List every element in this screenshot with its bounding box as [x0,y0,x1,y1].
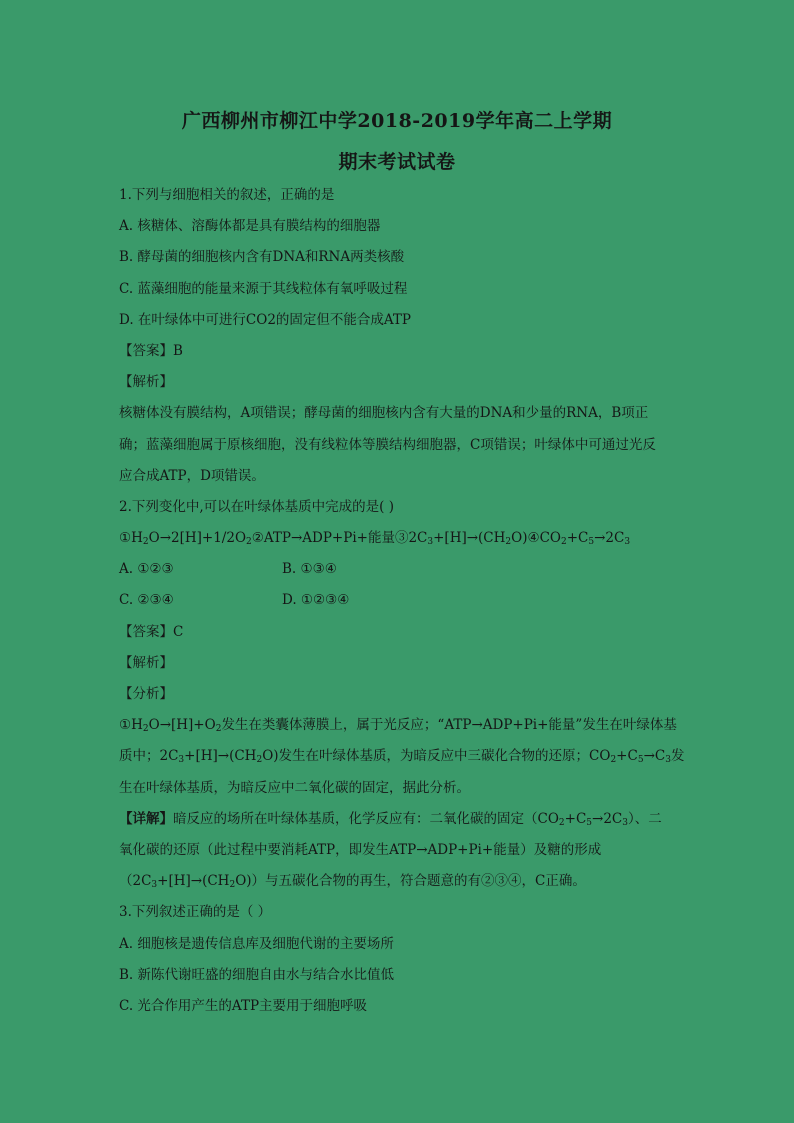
exam-content [119,186,685,1028]
q2-reactions: $①H_2O\to 2[H]+1/2O_2②ATP\to ADP+Pi+$能量$③2C_3+[H]\to(CH_2O)④CO_2+C_5\to 2C_3$ [119,530,631,548]
q2-analysis-label: 【解析】 [119,654,173,671]
q2-options-row-1 [119,560,677,591]
q2-detail-line-3: $(2C_3+[H]\to(CH_2O))$与五碳化合物的再生，符合题意的有②③④，C正确。 [119,873,586,891]
q3-option-c: C. 光合作用产生的ATP主要用于细胞呼吸 [119,997,368,1014]
q2-fenxi-label: 【分析】 [119,686,173,702]
q2-stem: 2.下列变化中,可以在叶绿体基质中完成的是( ) [119,498,394,515]
q1-stem: 1.下列与细胞相关的叙述，正确的是 [119,187,335,203]
q1-analysis-label: 【解析】 [119,374,173,391]
q2-option-b: B. ①③④ [282,561,337,578]
q2-option-a: A. ①②③ [119,561,174,578]
q1-analysis-line-3: 应合成ATP，D项错误。 [119,467,265,484]
exam-title-line2: 期末考试试卷 [338,151,456,173]
q1-analysis-line-1: 核糖体没有膜结构，A项错误；酵母菌的细胞核内含有大量的DNA和少量的RNA，B项正 [119,405,649,422]
q1-analysis-line-2: 确；蓝藻细胞属于原核细胞，没有线粒体等膜结构细胞器，C项错误；叶绿体中可通过光反 [119,436,656,453]
q1-option-a: A. 核糖体、溶酶体都是具有膜结构的细胞器 [119,218,381,235]
q1-option-d: D. 在叶绿体中可进行CO2的固定但不能合成ATP [119,311,412,328]
exam-title-line1: 广西柳州市柳江中学2018-2019学年高二上学期 [181,110,613,132]
q2-fenxi-line-2: 质中；$2C_3+[H]\to(CH_2O)$发生在叶绿体基质，为暗反应中三碳化合物的还原；$CO_2+C_5\to C_3$发 [119,748,685,766]
q2-detail-line-2: 氧化碳的还原（此过程中要消耗ATP，即发生ATP→ADP+Pi+能量）及糖的形成 [119,841,602,858]
q3-option-b: B. 新陈代谢旺盛的细胞自由水与结合水比值低 [119,966,395,983]
q2-options-row-2 [119,591,677,622]
q2-fenxi-line-1: $①H_2O\to[H]+O_2$发生在类囊体薄膜上，属于光反应；“ATP→ADP+Pi+能量”发生在叶绿体基 [119,717,677,735]
q2-option-c: C. ②③④ [119,592,174,609]
q1-option-b: B. 酵母菌的细胞核内含有DNA和RNA两类核酸 [119,249,405,266]
q1-option-c: C. 蓝藻细胞的能量来源于其线粒体有氧呼吸过程 [119,280,408,297]
q3-stem: 3.下列叙述正确的是（ ） [119,904,272,921]
q3-option-a: A. 细胞核是遗传信息库及细胞代谢的主要场所 [119,935,394,952]
q1-answer: 【答案】B [119,342,183,359]
q2-option-d: D. ①②③④ [282,592,350,609]
q2-answer: 【答案】C [119,623,184,640]
q2-detail-line-1: 【详解】暗反应的场所在叶绿体基质，化学反应有：二氧化碳的固定$(CO_2+C_5\to 2C_3)$、二 [119,810,662,828]
q2-fenxi-line-3: 生在叶绿体基质，为暗反应中二氧化碳的固定，据此分析。 [119,779,470,796]
